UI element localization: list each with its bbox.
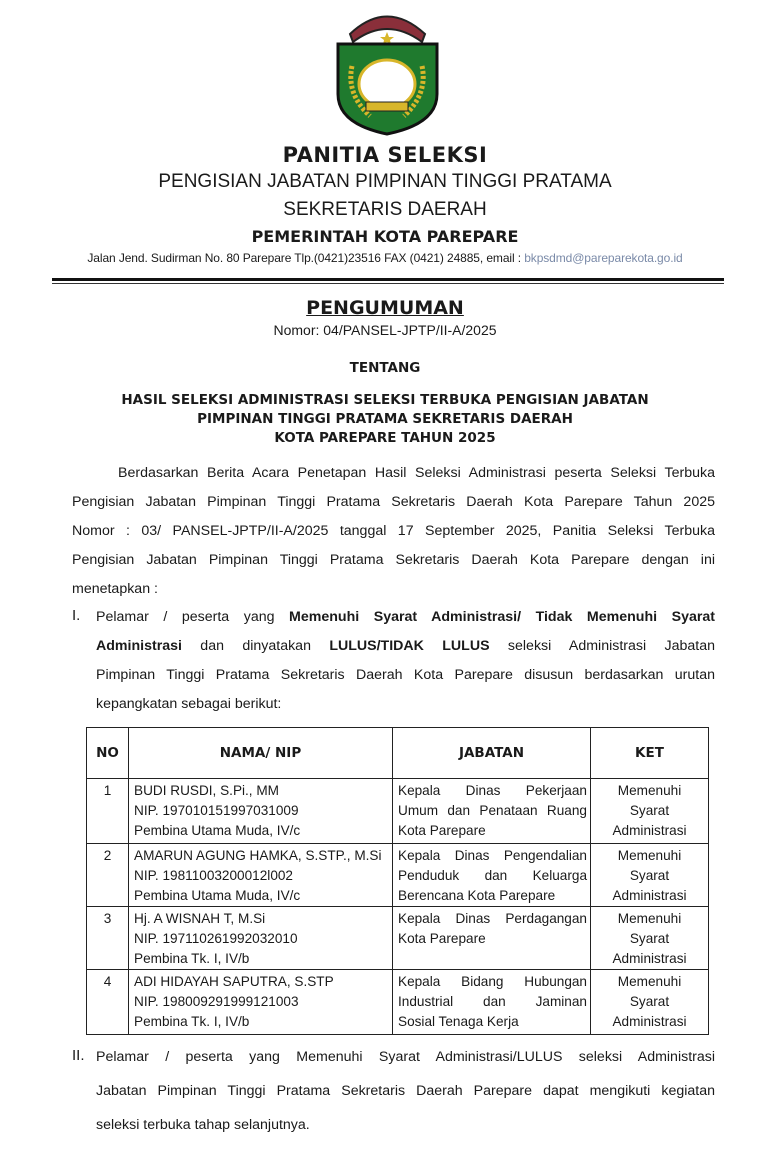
- item-marker: I.: [72, 607, 81, 624]
- position-line: Sosial Tenaga Kerja: [398, 1014, 519, 1029]
- header-no: NO: [87, 728, 129, 779]
- name-cell: [129, 907, 393, 970]
- institution-name: PEMERINTAH KOTA PAREPARE: [251, 227, 519, 246]
- position-cell: [393, 844, 591, 907]
- committee-title: PANITIA SELEKSI: [282, 143, 488, 167]
- note-line: Administrasi: [612, 823, 687, 838]
- paragraph-line: [96, 665, 715, 685]
- text: seleksi terbuka tahap selanjutnya.: [96, 1117, 310, 1133]
- paragraph-line: [96, 1115, 715, 1135]
- paragraph-line: [96, 694, 715, 714]
- note-line: Syarat: [629, 994, 670, 1009]
- position-cell: [393, 779, 591, 844]
- note-line: Administrasi: [612, 888, 687, 903]
- paragraph-line: [72, 521, 715, 541]
- note-cell: [591, 907, 709, 970]
- name-line: AMARUN AGUNG HAMKA, S.STP., M.Si: [134, 848, 382, 863]
- paragraph-line: [118, 463, 715, 483]
- name-line: Hj. A WISNAH T, M.Si: [134, 911, 266, 926]
- text: Pengisian Jabatan Pimpinan Tinggi Pratama Sekretaris Daerah Kota Parepare Tahun 2025: [72, 494, 715, 510]
- note-line: Memenuhi: [617, 783, 682, 798]
- name-line: Pembina Utama Muda, IV/c: [134, 823, 301, 838]
- paragraph-line: [72, 550, 715, 570]
- text: Nomor : 03/ PANSEL-JPTP/II-A/2025 tanggal 17 September 2025, Panitia Seleksi Terbuka: [72, 523, 715, 539]
- table-row: [87, 970, 709, 1035]
- name-line: NIP. 197110261992032010: [134, 931, 298, 946]
- kota-parepare-emblem: [330, 4, 445, 136]
- position-line: Umum dan Penataan Ruang: [398, 803, 587, 818]
- note-line: Syarat: [629, 868, 670, 883]
- paragraph-line: [96, 1047, 715, 1067]
- address-text: Jalan Jend. Sudirman No. 80 Parepare Tlp.(0421)23516 FAX (0421) 24885, email :: [87, 251, 525, 265]
- announcement-title-line: HASIL SELEKSI ADMINISTRASI SELEKSI TERBUKA PENGISIAN JABATAN: [121, 392, 649, 408]
- note-cell: [591, 844, 709, 907]
- bold-text: LULUS/TIDAK LULUS: [329, 638, 490, 654]
- name-line: Pembina Tk. I, IV/b: [134, 1014, 250, 1029]
- name-line: Pembina Tk. I, IV/b: [134, 951, 250, 966]
- paragraph-line: [96, 636, 715, 656]
- note-line: Syarat: [629, 931, 670, 946]
- name-line: NIP. 19811003200012l002: [134, 868, 293, 883]
- name-line: ADI HIDAYAH SAPUTRA, S.STP: [134, 974, 334, 989]
- note-line: Administrasi: [612, 951, 687, 966]
- position-line: Kepala Dinas Pekerjaan: [398, 783, 587, 798]
- text: Pimpinan Tinggi Pratama Sekretaris Daerah Kota Parepare disusun berdasarkan urutan: [96, 667, 715, 683]
- position-cell: [393, 970, 591, 1035]
- text: kepangkatan sebagai berikut:: [96, 696, 282, 712]
- bold-text: Memenuhi Syarat Administrasi/ Tidak Memenuhi Syarat: [289, 609, 715, 625]
- address-line: [0, 251, 770, 265]
- name-line: BUDI RUSDI, S.Pi., MM: [134, 783, 280, 798]
- position-line: Penduduk dan Keluarga: [398, 868, 587, 883]
- position-cell: [393, 907, 591, 970]
- about-label: TENTANG: [349, 360, 421, 376]
- paragraph-line: [96, 1081, 715, 1101]
- row-number: 2: [87, 844, 129, 907]
- text: dan dinyatakan: [181, 638, 330, 654]
- text: Pelamar / peserta yang: [96, 609, 290, 625]
- paragraph-line: [72, 579, 715, 599]
- text: seleksi Administrasi Jabatan: [489, 638, 715, 654]
- note-line: Memenuhi: [617, 911, 682, 926]
- letterhead-divider-thin: [52, 283, 724, 284]
- name-cell: [129, 779, 393, 844]
- results-table: [86, 727, 709, 1035]
- name-cell: [129, 970, 393, 1035]
- note-line: Memenuhi: [617, 848, 682, 863]
- note-line: Syarat: [629, 803, 670, 818]
- letterhead-divider: [52, 278, 724, 281]
- email-link[interactable]: bkpsdmd@pareparekota.go.id: [524, 251, 683, 265]
- name-line: Pembina Utama Muda, IV/c: [134, 888, 301, 903]
- note-cell: [591, 970, 709, 1035]
- text: Berdasarkan Berita Acara Penetapan Hasil Seleksi Administrasi peserta Seleksi Terbuka: [118, 465, 715, 481]
- text: Pelamar / peserta yang Memenuhi Syarat Administrasi/LULUS seleksi Administrasi: [96, 1049, 715, 1065]
- text: menetapkan :: [72, 581, 158, 597]
- row-number: 4: [87, 970, 129, 1035]
- header-note: KET: [591, 728, 709, 779]
- position-line: Kepala Dinas Pengendalian: [398, 848, 587, 863]
- name-cell: [129, 844, 393, 907]
- table-row: [87, 779, 709, 844]
- bold-text: Administrasi: [96, 638, 182, 654]
- header-name: NAMA/ NIP: [129, 728, 393, 779]
- position-line: Kepala Dinas Perdagangan: [398, 911, 587, 926]
- table-header-row: [87, 728, 709, 779]
- committee-subtitle: PENGISIAN JABATAN PIMPINAN TINGGI PRATAMA: [158, 171, 612, 192]
- row-number: 3: [87, 907, 129, 970]
- name-line: NIP. 198009291999121003: [134, 994, 299, 1009]
- text: Jabatan Pimpinan Tinggi Pratama Sekretaris Daerah Parepare dapat mengikuti kegiatan: [96, 1083, 715, 1099]
- announcement-heading: PENGUMUMAN: [306, 297, 464, 319]
- paragraph-line: [72, 492, 715, 512]
- item-marker: II.: [72, 1047, 85, 1064]
- announcement-number: Nomor: 04/PANSEL-JPTP/II-A/2025: [273, 322, 497, 338]
- position-line: Berencana Kota Parepare: [398, 888, 556, 903]
- position-line: Kepala Bidang Hubungan: [398, 974, 587, 989]
- position-line: Industrial dan Jaminan: [398, 994, 587, 1009]
- table-row: [87, 844, 709, 907]
- paragraph-line: [96, 607, 715, 627]
- table-row: [87, 907, 709, 970]
- note-cell: [591, 779, 709, 844]
- position-line: Kota Parepare: [398, 823, 486, 838]
- text: Pengisian Jabatan Pimpinan Tinggi Pratama Sekretaris Daerah Kota Parepare dengan ini: [72, 552, 715, 568]
- name-line: NIP. 197010151997031009: [134, 803, 299, 818]
- position-line: Kota Parepare: [398, 931, 486, 946]
- announcement-title-line: PIMPINAN TINGGI PRATAMA SEKRETARIS DAERAH: [197, 411, 573, 427]
- note-line: Memenuhi: [617, 974, 682, 989]
- committee-position: SEKRETARIS DAERAH: [283, 199, 487, 220]
- note-line: Administrasi: [612, 1014, 687, 1029]
- header-position: JABATAN: [393, 728, 591, 779]
- row-number: 1: [87, 779, 129, 844]
- announcement-title-line: KOTA PAREPARE TAHUN 2025: [274, 430, 496, 446]
